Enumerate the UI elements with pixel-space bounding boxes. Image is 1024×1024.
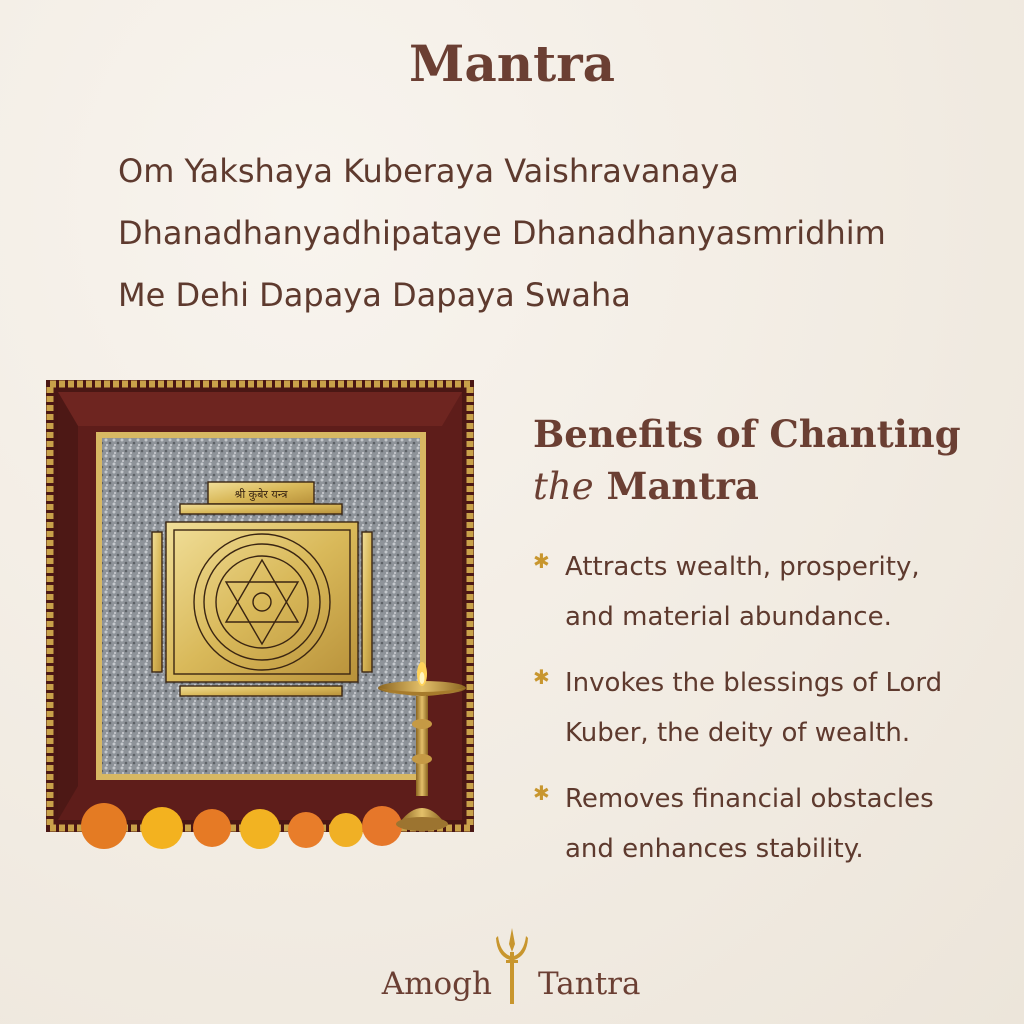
asterisk-icon: ✱: [533, 549, 550, 573]
mantra-line-3: Me Dehi Dapaya Dapaya Swaha: [118, 276, 631, 314]
asterisk-icon: ✱: [533, 781, 550, 805]
benefits-list: [533, 542, 1003, 890]
trident-icon: [494, 926, 530, 1006]
brand-name-left: Amogh: [381, 966, 492, 1002]
yantra: [152, 482, 372, 696]
page-title: Mantra: [409, 34, 615, 93]
benefit-2-line-2: Kuber, the deity of wealth.: [565, 718, 911, 748]
mantra-line-1: Om Yakshaya Kuberaya Vaishravanaya: [118, 152, 739, 190]
yantra-frame-image: [40, 374, 480, 854]
yantra-inscription: श्री कुबेर यन्त्र: [234, 488, 288, 501]
brand-logo: [0, 926, 1024, 1006]
mantra-line-2: Dhanadhanyadhipataye Dhanadhanyasmridhim: [118, 214, 886, 252]
benefit-3-line-1: Removes financial obstacles: [565, 784, 934, 814]
benefits-heading-the: the: [533, 465, 594, 508]
benefits-heading: [533, 408, 993, 513]
benefits-heading-mantra: Mantra: [606, 464, 759, 508]
list-item: [533, 658, 1003, 758]
list-item: [533, 774, 1003, 874]
benefits-heading-line1: Benefits of Chanting: [533, 412, 961, 456]
benefit-1-line-2: and material abundance.: [565, 602, 892, 632]
mantra-text: [118, 140, 978, 326]
asterisk-icon: ✱: [533, 665, 550, 689]
benefit-2-line-1: Invokes the blessings of Lord: [565, 668, 943, 698]
benefits-heading-line2: [533, 460, 993, 513]
benefit-3-line-2: and enhances stability.: [565, 834, 864, 864]
brand-name-right: Tantra: [538, 966, 641, 1002]
list-item: [533, 542, 1003, 642]
benefit-1-line-1: Attracts wealth, prosperity,: [565, 552, 920, 582]
